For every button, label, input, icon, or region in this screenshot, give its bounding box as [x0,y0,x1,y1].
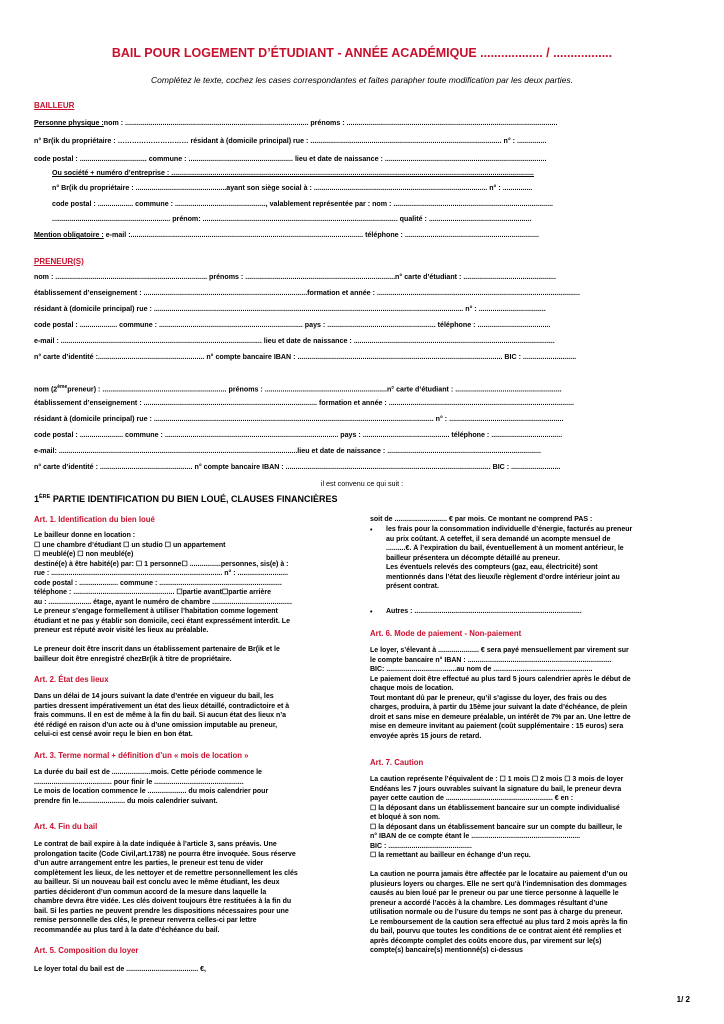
page-number: 1/ 2 [676,995,690,1004]
a1-line[interactable]: code postal : .................... commune : ............................................................... [34,579,282,587]
a4-line: d’un autre arrangement entre les parties, le preneur est tenu de vider [34,860,264,867]
a4-line: parties décideront d’un commun accord de la mesure dans laquelle la [34,888,267,896]
article-2-body [34,692,354,740]
a2-line: frais communs. Il en est de même à la fin du bail. Si aucun état des lieux n’a [34,712,287,719]
preneur1-line-3[interactable]: résidant à (domicile principal) rue : ............................................................................................................................................................. n° : .................................. [34,305,546,313]
a7-line: utilisation normale ou de l’usure du temps ne sont pas à charge du preneur. [370,909,623,916]
bailleur-line-8[interactable] [34,230,690,241]
bailleur-contact-field[interactable]: e-mail :...................................................................................................................... téléphone : .................................................................... [103,231,539,239]
article-3-heading: Art. 3. Terme normal + définition d’un « mois de location » [34,751,249,760]
a6-line: Tout montant dû par le preneur, qu’il s’agisse du loyer, des frais ou des [370,694,607,702]
preneur2-label: nom (2 [34,385,58,393]
b1-line[interactable]: ..........€. À l’expiration du bail, éventuellement à un moment antérieur, le [386,545,624,552]
a7-line: causés au bien loué par le preneur ou par une tierce personne à laquelle le [370,890,619,897]
bailleur-line-2[interactable]: n° Br(ik du propriétaire : ………………………… résidant à (domicile principal) rue : ................................................................................................. n° : ............... [34,137,547,145]
a5-line[interactable]: Le loyer total du bail est de ..................................... €, [34,966,206,973]
part-one-heading [34,494,338,504]
a7-line: La caution ne pourra jamais être affectée par le locataire au paiement d’un ou [370,871,628,878]
a4-line: chambre devra être vidée. Les clés doivent toujours être restituées à la fin du [34,898,292,905]
bailleur-name-field[interactable]: nom : ............................................................................................. prénoms : ........................................................................................................... [103,119,558,127]
section-heading-preneurs: PRENEUR(S) [34,257,84,266]
article-5-body [34,965,354,975]
article-6-body [370,646,690,741]
article-7-body [370,775,690,956]
article-4-heading: Art. 4. Fin du bail [34,822,98,831]
part-one-number: 1 [34,494,40,504]
a1-line: Le bailleur donne en location : [34,532,136,539]
b1-line: au prix coûtant. À ceteffet, il sera demandé un acompte mensuel de [386,535,611,543]
a1-line: bailleur doit être enregistré chezBr(ik à titre de propriétaire. [34,655,232,663]
a7-line[interactable]: ☐ la remettant au bailleur en échange d’un reçu. [370,852,531,859]
article-1-heading: Art. 1. Identification du bien loué [34,515,155,524]
bailleur-line-7[interactable]: ............................................................ prénom: ................................................................................................... qualité : .................................................... [52,215,532,223]
article-6-heading: Art. 6. Mode de paiement - Non-paiement [370,629,522,638]
a7-line: et bloqué à son nom. [370,814,441,821]
a1-line[interactable]: rue : ........................................................................................ n° : .......................... [34,570,289,577]
article-3-body [34,768,354,806]
a7-line: preneur a accordé l’accès à la chambre. Les dommages résultant d’une [370,899,608,907]
a6-line: mise en demeure invitant au paiement (coût supplémentaire : 15 euros) sera [370,723,624,730]
article-5-continued [370,515,690,525]
a2-line: Dans un délai de 14 jours suivant la date d’entrée en vigueur du bail, les [34,693,274,700]
b1-line: présent contrat. [386,583,439,590]
preneur2-line-2[interactable]: établissement d’enseignement : ........................................................................................ formation et année : .............................................................................................. [34,399,575,407]
article-2-heading: Art. 2. État des lieux [34,675,109,684]
bailleur-line-societe[interactable]: Ou société + numéro d’entreprise : ........................................................................................................................................................................................ [52,169,534,177]
a7-line[interactable]: BIC : ........................................... [370,842,472,850]
b1-line: mentionnés dans l’état des lieux/le règlement d’ordre intérieur joint au [386,573,620,581]
part-one-sup: ÈRE [39,494,51,500]
a7-line: compte(s) bancaire(s) mentionné(s) ci-dessus [370,947,523,954]
section-heading-bailleur: BAILLEUR [34,101,75,110]
instructions-text: Complétez le texte, cochez les cases correspondantes et faites parapher toute modification par les deux parties. [151,75,573,85]
r0-line[interactable]: soit de ........................... € par mois. Ce montant ne comprend PAS : [370,516,593,523]
a1-line: Le preneur doit être inscrit dans un établissement partenaire de Br(ik et le [34,646,280,653]
a4-line: recommandée au plus tard à la date d’échéance du bail. [34,926,220,934]
a4-line: bail. Si les parties ne peuvent prendre les dispositions nécessaires pour une [34,907,289,915]
preneur1-line-4[interactable]: code postal : ................... commune : ......................................................................... pays : ....................................................... téléphone : ..................................... [34,321,551,329]
a1-line: Le preneur s’engage formellement à utiliser l’habitation comme logement [34,608,278,615]
preneur1-line-1[interactable]: nom : ............................................................................. prénoms : ............................................................................n° carte d’étudiant : ............................................... [34,273,556,281]
a1-line: preneur est réputé avoir visité les lieux au préalable. [34,627,209,634]
preneur2-line-6[interactable]: n° carte d’identité : ............................................... n° compte bancaire IBAN : ........................................................................................................ BIC : ......................... [34,463,561,471]
a7-line[interactable]: ☐ la déposant dans un établissement bancaire sur un compte individualisé [370,804,620,812]
a7-line: Le remboursement de la caution sera effectué au plus tard 2 mois après la fin [370,918,628,926]
bullet-dot: • [370,527,373,534]
preneur2-line-1[interactable] [34,382,690,393]
a6-line: Le paiement doit être effectué au plus tard 5 jours calendrier après le début de [370,675,631,683]
a2-line: celui-ci est censé avoir reçu le bien en bon état. [34,731,193,738]
a2-line: été rédigé en raison d’un acte ou à d’une omission imputable au preneur, [34,721,278,729]
a7-line [370,861,690,871]
label-mention-obligatoire: Mention obligatoire : [34,231,104,239]
a7-line: du bail, pourvu que toutes les conditions de ce contrat aient été remplies et [370,928,622,935]
a2-line: parties dressent impérativement un état des lieux détaillé, contradictoire et à [34,702,290,710]
part-one-title: PARTIE IDENTIFICATION DU BIEN LOUÉ, CLAUSES FINANCIÈRES [50,494,338,504]
a6-line: charges, produira, à partir du 15ème jour suivant la date d’échéance, de plein [370,704,628,711]
a4-line: Le contrat de bail expire à la date indiquée à l’article 3, sans préavis. Une [34,841,277,848]
bullet-dot: • [370,609,373,616]
bailleur-line-6[interactable]: code postal : .................. commune : .............................................., valablement représentée par : nom : ................................................................................. [52,200,554,208]
b2-line[interactable]: Autres : ...................................................................................... [386,608,582,615]
a4-line: remise personnelle des clés, le preneur renverra celles-ci par lettre [34,917,257,924]
article-5-heading: Art. 5. Composition du loyer [34,946,139,955]
a7-line: après décompte complet des coûts encore dus, par virement sur le(s) [370,937,602,945]
a3-line[interactable]: Le mois de location commence le .................... du mois calendrier pour [34,788,269,795]
a1-line[interactable]: au : ...................... étage, ayant le numéro de chambre ......................................... [34,598,292,606]
preneur1-line-2[interactable]: établissement d’enseignement : ...................................................................................formation et année : ....................................................................................................... [34,289,580,297]
article-1-body [34,531,354,664]
a6-line: chaque mois de location. [370,685,454,692]
bailleur-line-3[interactable]: code postal : .................................. commune : ..................................................... lieu et date de naissance : .................................................................................. [34,155,547,163]
bullet-energy [386,525,690,592]
b1-line: Les éventuels relevés des compteurs (gaz, eau, électricité) sont [386,564,598,571]
a6-line[interactable]: Le loyer, s’élevant à ..................... € sera payé mensuellement par virement sur [370,647,629,654]
preneur1-line-6[interactable]: n° carte d’identité :...................................................... n° compte bancaire IBAN : ........................................................................................................ BIC : ........................... [34,353,577,361]
a7-line[interactable]: n° IBAN de ce compte étant le ........................................................ [370,833,581,840]
a7-line: Endéans les 7 jours ouvrables suivant la signature du bail, le preneur devra [370,785,622,793]
a3-line[interactable]: prendre fin le........................ du mois calendrier suivant. [34,797,218,805]
bailleur-line-1[interactable] [34,118,690,129]
preneur1-line-5[interactable]: e-mail : ...................................................................................................... lieu et date de naissance : ...................................................................................................... [34,337,555,345]
a1-line[interactable]: ☐ meublé(e) ☐ non meublé(e) [34,551,134,558]
a3-line[interactable]: ........................................ pour finir le .............................................. [34,778,244,786]
a6-line: droit et sans mise en demeure préalable, un intérêt de 7% par an. Une lettre de [370,713,631,721]
a1-line: étudiant et ne pas y établir son domicile, ceci étant expressément interdit. Le [34,617,290,625]
b1-line: bailleur présentera un décompte détaillé au preneur. [386,554,560,562]
a4-line: prolongation tacite (Code Civil,art.1738) ne pourra être invoquée. Sous réserve [34,850,296,858]
document-title: BAIL POUR LOGEMENT D’ÉTUDIANT - ANNÉE ACADÉMIQUE .................. / ................. [111,46,613,60]
a6-line: envoyée après 15 jours de retard. [370,732,482,740]
a6-line[interactable]: le compte bancaire n° IBAN : .......................................................................... [370,656,612,664]
preneur2-sup: ème [57,384,68,390]
label-personne-physique: Personne physique : [34,119,104,127]
a3-line[interactable]: La durée du bail est de ....................mois. Cette période commence le [34,769,262,776]
a1-line [34,636,354,646]
article-7-heading: Art. 7. Caution [370,758,424,767]
a1-line[interactable]: destiné(e) à être habité(e) par: ☐ 1 personne☐ ................personnes, sis(e) à : [34,560,289,568]
preneur2-name-field[interactable]: preneur) : ............................................................... prénoms : ..............................................................n° carte d’étudiant : ...................................................... [67,385,562,393]
a1-line[interactable]: ☐ une chambre d’étudiant ☐ un studio ☐ un appartement [34,541,226,549]
a1-line[interactable]: téléphone : .................................................... ☐partie avant☐partie arrière [34,589,272,596]
bailleur-line-5[interactable]: n° Br(ik du propriétaire : ..............................................ayant son siège social à : ........................................................................................ n° : ............... [52,184,533,192]
convenu-text: il est convenu ce qui suit : [320,479,404,488]
a7-line: plusieurs loyers ou charges. Elle ne sert qu’à l’indemnisation des dommages [370,880,627,888]
a7-line[interactable]: ☐ la déposant dans un établissement bancaire sur un compte du bailleur, le [370,823,623,831]
a7-line[interactable]: payer cette caution de ....................................................... € en : [370,795,574,802]
preneur2-line-3[interactable]: résidant à (domicile principal) rue : .............................................................................................................................................. n° : .......................................................... [34,415,564,423]
bullet-autres [386,607,690,617]
a4-line: au bailleur. Si un nouveau bail est conclu avec le même étudiant, les deux [34,879,280,886]
a6-line[interactable]: BIC: ....................................au nom de ................................................... [370,666,593,673]
a7-line[interactable]: La caution représente l’équivalent de : ☐ 1 mois ☐ 2 mois ☐ 3 mois de loyer [370,776,624,783]
preneur2-line-5[interactable]: e-mail: .........................................................................................................................lieu et date de naissance : .............................................................................. [34,447,541,455]
preneur2-line-4[interactable]: code postal : ...................... commune : ........................................................................................ pays : ............................................ téléphone : .................................... [34,431,563,439]
a4-line: complètement les lieux, de les nettoyer et de remettre personnellement les clés [34,869,298,877]
b1-line: les frais pour la consommation individuelle d’énergie, facturés au preneur [386,526,633,533]
article-4-body [34,840,354,935]
